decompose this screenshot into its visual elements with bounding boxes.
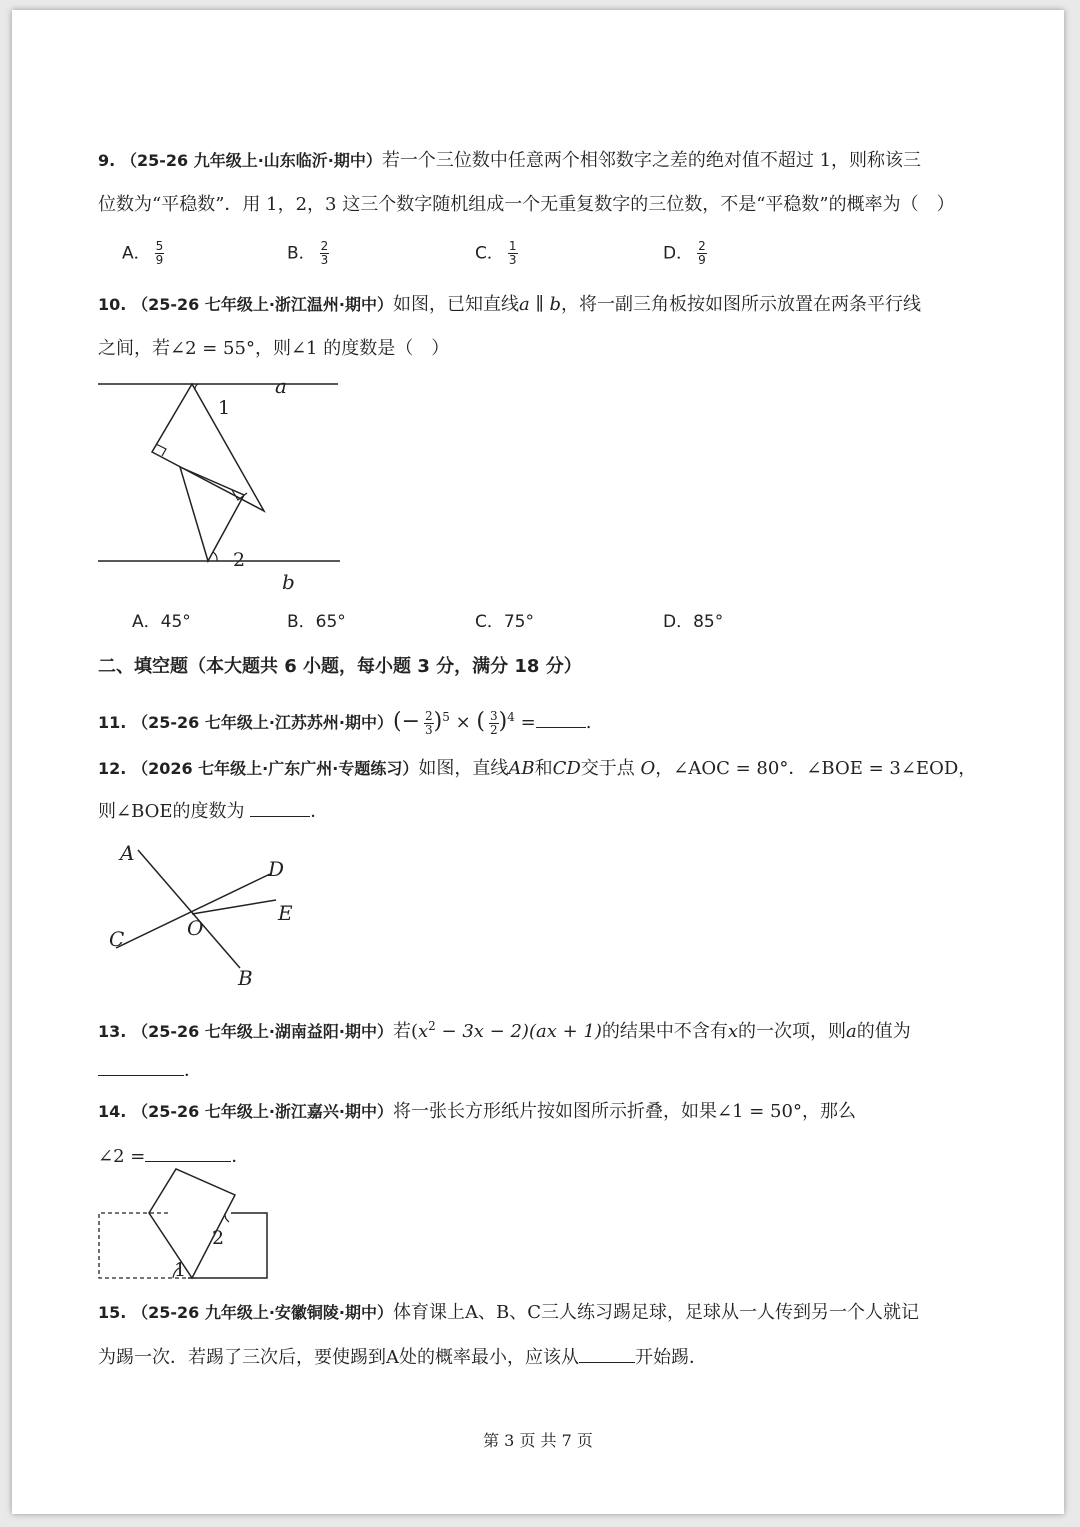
times-sign: × [449, 712, 477, 733]
answer-blank[interactable] [536, 709, 586, 728]
question-source: （25-26 九年级上·安徽铜陵·期中） [132, 1303, 393, 1322]
option-label: C． [475, 243, 504, 264]
triangle-45 [152, 384, 264, 511]
label-D: D [268, 857, 285, 881]
var-x: x [727, 1021, 739, 1042]
question-number: 12. [98, 759, 127, 778]
var-cd: CD [552, 758, 581, 779]
fraction: $\frac{3}{2}$ [490, 708, 498, 737]
question-number: 11. [98, 713, 127, 732]
var-o: O [640, 758, 656, 779]
question-text: ，∠AOC = 80°．∠BOE = 3∠EOD， [655, 758, 977, 779]
option-a[interactable]: A．45° [132, 612, 191, 632]
fraction: $\frac{2}{9}$ [698, 239, 706, 267]
label-C: C [109, 927, 125, 951]
option-b[interactable]: B．65° [287, 612, 346, 632]
question-text: ∠2 = [98, 1146, 146, 1167]
ray-oe [192, 900, 276, 914]
var-x: x [418, 1021, 429, 1042]
var-ab: AB [508, 758, 535, 779]
period: . [585, 712, 592, 733]
question-10-line2: 之间，若∠2 = 55°，则∠1 的度数是（ ） [98, 338, 450, 359]
question-15-line2 [98, 1344, 707, 1371]
label-angle-2: 2 [233, 549, 246, 571]
angle-2-arc [213, 552, 217, 561]
question-text: 体育课上A、B、C三人练习踢足球，足球从一人传到另一个人就记 [392, 1302, 919, 1323]
triangle-30-60 [180, 467, 244, 561]
fraction: $\frac{2}{3}$ [320, 239, 329, 267]
option-label: A． [122, 243, 151, 264]
question-text: ，将一副三角板按如图所示放置在两条平行线 [561, 294, 922, 315]
label-b: b [282, 570, 295, 594]
question-text: 如图，已知直线 [392, 294, 519, 315]
exponent: 5 [442, 710, 450, 724]
answer-blank[interactable] [250, 798, 310, 817]
fraction: $\frac{5}{9}$ [155, 239, 164, 267]
var-a: a [518, 294, 530, 315]
label-angle-1: 1 [174, 1259, 187, 1281]
var-a: a [846, 1021, 857, 1042]
triangle-ruler-figure [92, 368, 362, 598]
page-footer: 第 3 页 共 7 页 [483, 1431, 593, 1450]
question-12-line1 [98, 756, 976, 782]
period: ． [231, 1146, 250, 1167]
question-text: 则∠BOE的度数为 [98, 801, 251, 822]
label-E: E [278, 901, 293, 925]
paren: (− [392, 709, 421, 734]
option-b[interactable] [287, 240, 329, 267]
answer-blank[interactable] [98, 1057, 184, 1076]
question-text: 若( [392, 1021, 419, 1042]
option-c[interactable]: C．75° [475, 612, 535, 632]
answer-blank[interactable] [145, 1143, 231, 1162]
question-13-line1 [98, 1013, 911, 1045]
paren: ) [433, 709, 443, 734]
option-d[interactable]: D．85° [663, 612, 724, 632]
fraction: $\frac{2}{3}$ [425, 708, 433, 737]
question-number: 13. [98, 1022, 127, 1041]
question-text: 的一次项，则 [738, 1021, 847, 1042]
label-A: A [120, 841, 135, 865]
option-label: D． [663, 243, 694, 264]
question-text: 的结果中不含有 [601, 1021, 728, 1042]
question-12-line2 [98, 798, 328, 825]
answer-blank[interactable] [579, 1344, 635, 1363]
question-text: 和 [534, 758, 553, 779]
question-9-line1 [98, 148, 921, 174]
parallel-symbol: ∥ [529, 294, 550, 315]
question-number: 15. [98, 1303, 127, 1322]
folded-paper-figure [92, 1166, 292, 1286]
question-9-line2: 位数为“平稳数”．用 1，2，3 这三个数字随机组成一个无重复数字的三位数，不是“平稳数”的概率为（ ） [98, 194, 955, 215]
question-source: （25-26 九年级上·山东临沂·期中） [120, 151, 382, 170]
angle-1-arc [195, 384, 198, 390]
equals-sign: = [514, 712, 536, 733]
label-B: B [238, 966, 253, 990]
question-text: 将一张长方形纸片按如图所示折叠，如果∠1 = 50°，那么 [392, 1101, 856, 1122]
question-source: （25-26 七年级上·浙江温州·期中） [132, 295, 393, 314]
question-source: （2026 七年级上·广东广州·专题练习） [132, 759, 419, 778]
label-angle-1: 1 [218, 397, 231, 419]
period: ． [184, 1060, 202, 1081]
question-number: 10. [98, 295, 127, 314]
question-text: 的值为 [856, 1021, 911, 1042]
question-text: 如图，直线 [418, 758, 509, 779]
exam-page [12, 10, 1064, 1514]
question-text: 若一个三位数中任意两个相邻数字之差的绝对值不超过 1，则称该三 [381, 150, 922, 171]
question-14-line1 [98, 1099, 856, 1125]
period: ． [310, 801, 329, 822]
question-text: 交于点 [580, 758, 641, 779]
exponent: 2 [428, 1019, 436, 1033]
question-11 [98, 704, 591, 737]
label-a: a [275, 374, 287, 398]
paren: ( [476, 709, 486, 734]
question-source: （25-26 七年级上·江苏苏州·期中） [132, 713, 393, 732]
var-b: b [549, 294, 562, 315]
label-O: O [187, 916, 204, 940]
question-15-line1 [98, 1300, 919, 1326]
fraction: $\frac{1}{3}$ [508, 239, 517, 267]
question-number: 14. [98, 1102, 127, 1121]
folded-flap [149, 1169, 235, 1278]
question-10-line1 [98, 292, 921, 318]
option-c[interactable] [475, 240, 518, 267]
option-d[interactable] [663, 240, 707, 267]
question-text: 开始踢． [635, 1347, 707, 1368]
question-source: （25-26 七年级上·湖南益阳·期中） [132, 1022, 393, 1041]
question-13-line2 [98, 1057, 202, 1084]
section-heading: 二、填空题（本大题共 6 小题，每小题 3 分，满分 18 分） [98, 656, 582, 677]
intersecting-lines-figure [92, 834, 312, 994]
option-a[interactable] [122, 240, 164, 267]
label-angle-2: 2 [212, 1227, 225, 1249]
question-number: 9. [98, 151, 116, 170]
question-text: 为踢一次．若踢了三次后，要使踢到A处的概率最小，应该从 [98, 1347, 579, 1368]
option-label: B． [287, 243, 316, 264]
paren: ) [498, 709, 508, 734]
remaining-paper [188, 1213, 267, 1278]
exponent: 4 [507, 710, 515, 724]
question-source: （25-26 七年级上·浙江嘉兴·期中） [132, 1102, 393, 1121]
expression: − 3x − 2)(ax + 1) [435, 1021, 602, 1042]
